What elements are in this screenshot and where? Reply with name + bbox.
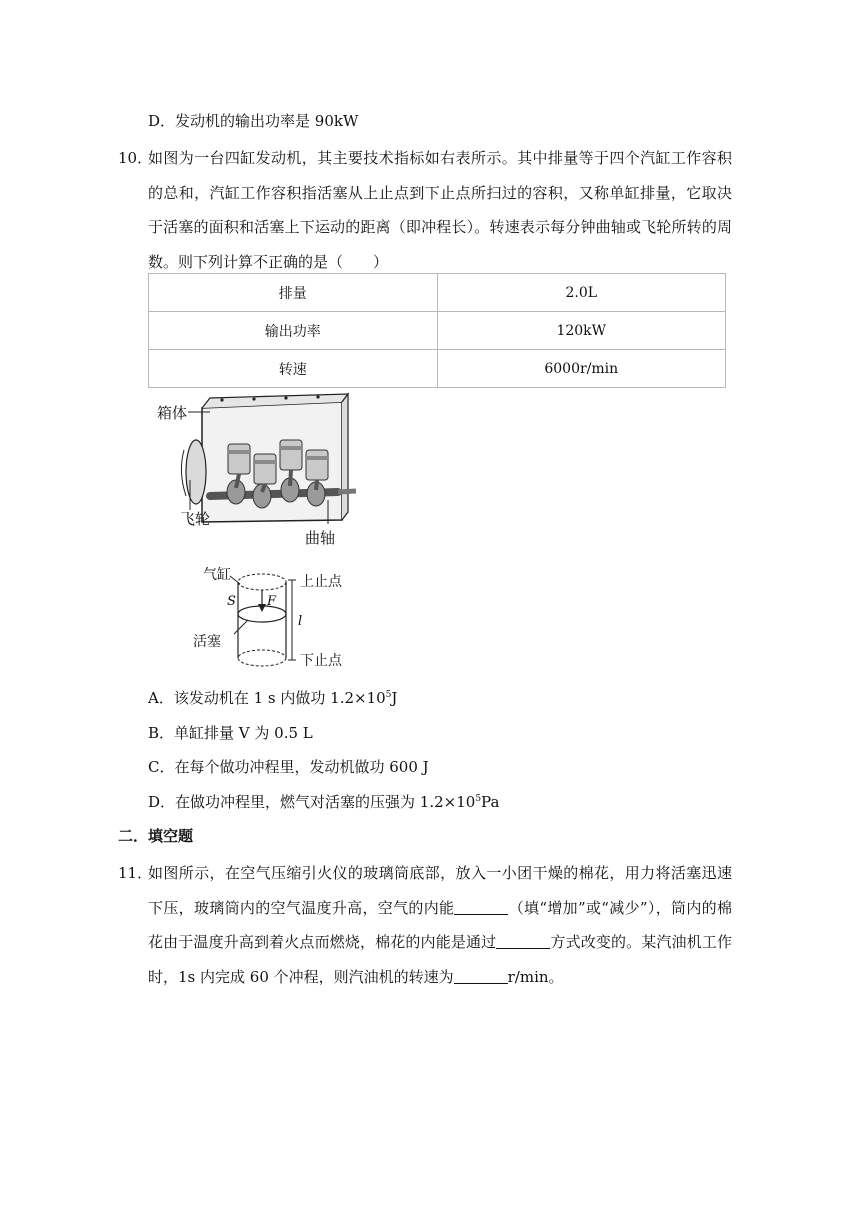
label-flywheel: 飞轮 bbox=[180, 510, 211, 528]
answer-blank[interactable] bbox=[496, 932, 550, 949]
label-box: 箱体 bbox=[157, 404, 188, 422]
table-row bbox=[149, 350, 726, 388]
table-cell-label: 转速 bbox=[149, 350, 438, 388]
option-d-exponent: 5 bbox=[475, 794, 482, 804]
q10-stem: 如图为一台四缸发动机，其主要技术指标如右表所示。其中排量等于四个汽缸工作容积的总和，汽缸工作容积指活塞从上止点到下止点所扫过的容积，又称单缸排量，它取决于活塞的面积和活塞上下运动的距离（即冲程长）。转速表示每分钟曲轴或飞轮所转的周数。则下列计算不正确的是（ ） bbox=[148, 149, 732, 271]
q10-option-c: C．在每个做功冲程里，发动机做功 600 J bbox=[148, 758, 429, 776]
label-bottom-dead-center: 下止点 bbox=[300, 653, 342, 669]
table-cell-value: 120kW bbox=[437, 312, 726, 350]
table-cell-label: 输出功率 bbox=[149, 312, 438, 350]
section-title: 二．填空题 bbox=[118, 827, 194, 845]
q11-text-2: （填“增加”或“减少”），筒内的棉花由于温度升高到着火点而燃烧，棉花的内能是通过 bbox=[148, 898, 732, 951]
label-s: S bbox=[227, 594, 236, 609]
label-l: l bbox=[298, 614, 303, 629]
q11-text-4: r/min。 bbox=[507, 967, 564, 986]
q11-text-3: 方式改变的。某汽油机工作时，1s 内完成 60 个冲程，则汽油机的转速为 bbox=[148, 933, 732, 986]
table-row bbox=[149, 274, 726, 312]
option-d-text: D．在做功冲程里，燃气对活塞的压强为 1.2×10 bbox=[148, 793, 476, 811]
table-cell-label: 排量 bbox=[149, 274, 438, 312]
table-cell-value: 6000r/min bbox=[437, 350, 726, 388]
q11-text-1: 如图所示，在空气压缩引火仪的玻璃筒底部，放入一小团干燥的棉花，用力将活塞迅速下压，玻璃筒内的空气温度升高，空气的内能 bbox=[148, 864, 732, 917]
q10-spec-table bbox=[148, 273, 726, 388]
label-top-dead-center: 上止点 bbox=[300, 574, 342, 590]
q11-stem bbox=[148, 856, 732, 994]
q9-option-d: D．发动机的输出功率是 90kW bbox=[148, 112, 359, 130]
label-f: F bbox=[267, 594, 277, 609]
table-cell-value: 2.0L bbox=[437, 274, 726, 312]
q11-number: 11． bbox=[118, 864, 153, 882]
label-piston: 活塞 bbox=[193, 634, 221, 650]
label-cylinder: 气缸 bbox=[203, 567, 231, 583]
q10-option-d bbox=[148, 792, 499, 812]
option-a-text: A．该发动机在 1 s 内做功 1.2×10 bbox=[148, 689, 386, 707]
q10-number: 10． bbox=[118, 149, 153, 167]
option-d-unit: Pa bbox=[481, 793, 500, 811]
option-a-exponent: 5 bbox=[385, 690, 392, 700]
answer-blank[interactable] bbox=[454, 898, 508, 915]
label-crankshaft: 曲轴 bbox=[305, 529, 336, 547]
answer-blank[interactable] bbox=[454, 967, 508, 984]
q10-option-b: B．单缸排量 V 为 0.5 L bbox=[148, 724, 313, 742]
table-row bbox=[149, 312, 726, 350]
option-a-unit: J bbox=[391, 689, 398, 707]
q10-option-a bbox=[148, 688, 397, 708]
